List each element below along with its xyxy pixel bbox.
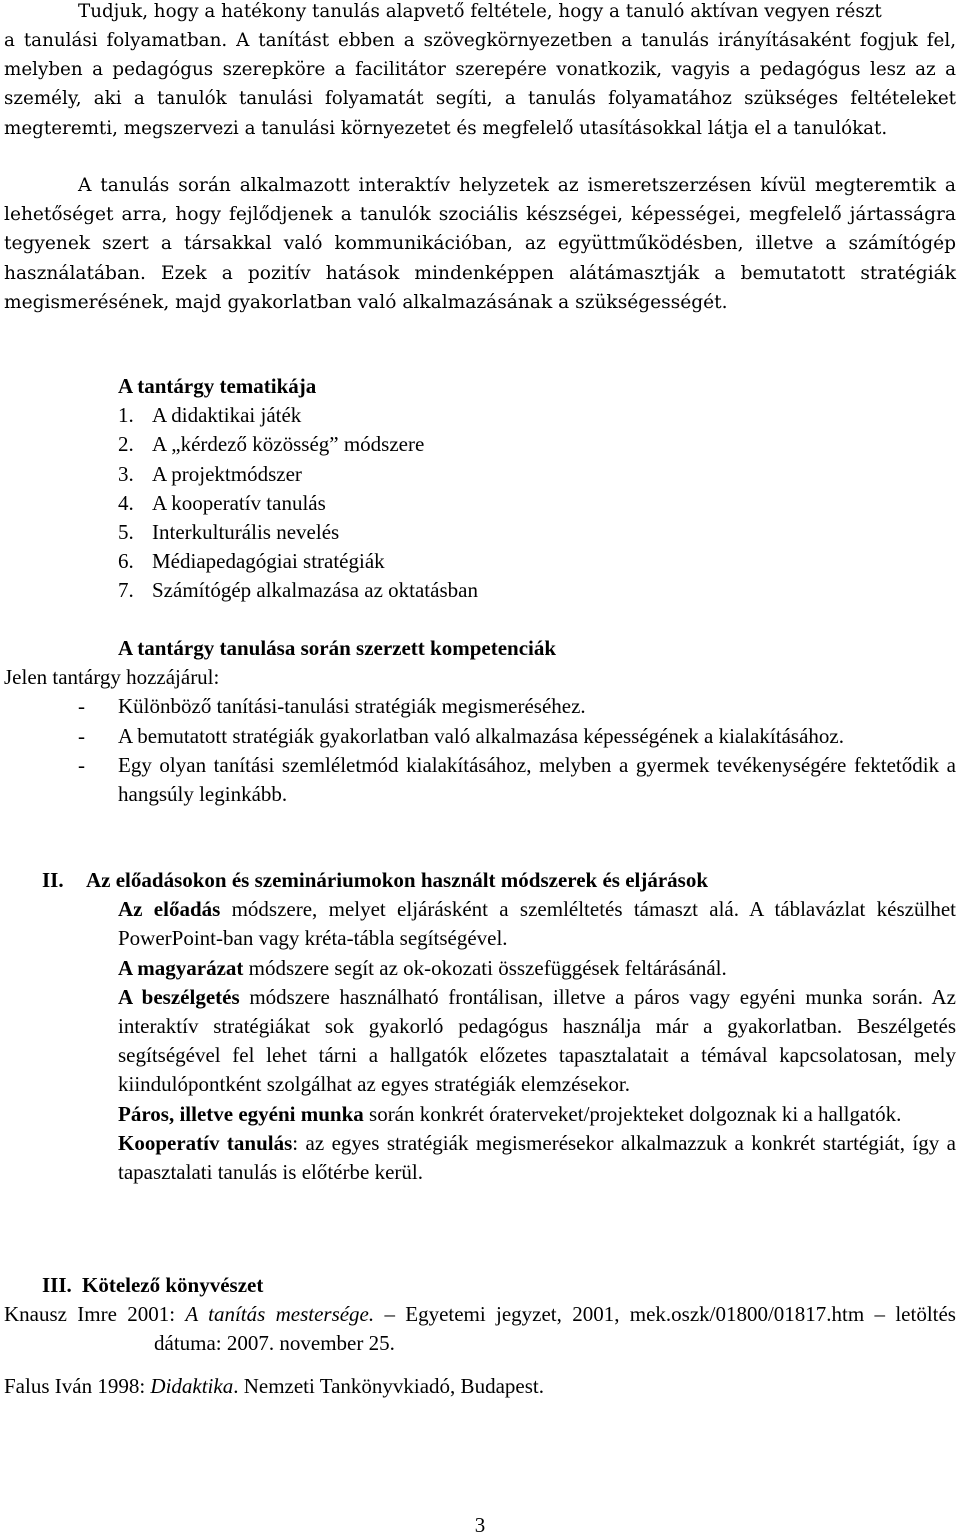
section-title: Kötelező könyvészet [82,1273,264,1297]
method-paragraph [118,954,956,983]
section-number: III. [42,1273,72,1297]
methods-list [118,895,956,1187]
reference-title: Didaktika [150,1373,234,1398]
item-label: A projektmódszer [152,461,302,486]
section-2-heading [42,866,956,895]
reference-author: Falus Iván 1998: [4,1373,151,1398]
dash-marker: - [78,752,85,777]
section-3 [4,1271,956,1401]
competences-title: A tantárgy tanulása során szerzett kompetenciák [118,636,557,660]
item-number: 5. [118,520,134,545]
thematics-block [4,372,956,606]
intro-text: a tanulási folyamatban. [4,30,228,51]
intro-text: Tudjuk, hogy a hatékony tanulás alapvető feltétele, hogy a tanuló aktívan vegyen részt [78,1,882,22]
method-description: módszere segít az ok-okozati összefüggések feltárásánál. [243,955,727,980]
competence-item [4,722,956,751]
method-description: módszere használható frontálisan, illetve a páros vagy egyéni munka során. Az interaktív stratégiákat sok gyakorló pedagógus használja már a gyakorlatban. Beszélgetés segítségével fel lehet tárni a hallgatók előzetes tapasztalatait a témával kapcsolatosan, mely kiindulópontként szolgálhat az egyes stratégiák elemzésekor. [118,984,956,1097]
reference-title: A tanítás mestersége. [185,1302,375,1327]
reference-details: – Egyetemi jegyzet, 2001, mek.oszk/01800/01817.htm – letöltés dátuma: 2007. november 25. [154,1302,956,1356]
intro-line-1 [4,0,956,26]
method-paragraph [118,1100,956,1129]
competence-text: Különböző tanítási-tanulási stratégiák megismeréséhez. [118,694,586,719]
method-name: A magyarázat [118,955,244,980]
competence-item [4,751,956,809]
method-name: A beszélgetés [118,984,240,1009]
item-number: 7. [118,578,134,603]
reference-2 [4,1372,956,1401]
item-label: A didaktikai játék [152,403,302,428]
item-number: 2. [118,432,134,457]
method-paragraph [118,1129,956,1187]
competence-item [4,692,956,721]
section-3-heading [42,1271,956,1300]
dash-marker: - [78,694,85,719]
item-number: 4. [118,490,134,515]
page-number: 3 [474,1513,486,1537]
intro-paragraph-2 [4,171,956,317]
thematics-item [118,576,956,605]
method-paragraph [118,983,956,1100]
thematics-list [118,401,956,605]
thematics-title: A tantárgy tematikája [118,374,317,398]
section-number: II. [42,868,64,892]
method-name: Páros, illetve egyéni munka [118,1101,364,1126]
thematics-item [118,518,956,547]
item-number: 6. [118,549,134,574]
intro-paragraph-1 [4,26,956,143]
thematics-item [118,430,956,459]
method-description: során konkrét óraterveket/projekteket dolgoznak ki a hallgatók. [363,1101,902,1126]
reference-details: . Nemzeti Tankönyvkiadó, Budapest. [233,1373,544,1398]
item-label: A „kérdező közösség” módszere [152,432,425,457]
section-2 [4,866,956,1187]
section-title: Az előadásokon és szemináriumokon használt módszerek és eljárások [86,868,709,892]
item-label: Számítógép alkalmazása az oktatásban [152,578,478,603]
competence-text: Egy olyan tanítási szemléletmód kialakításához, melyben a gyermek tevékenységére fektetődik a hangsúly leginkább. [118,752,956,807]
thematics-item [118,460,956,489]
reference-author: Knausz Imre 2001: [4,1302,186,1327]
thematics-item [118,547,956,576]
method-paragraph [118,895,956,953]
competences-block [4,634,956,809]
thematics-item [118,489,956,518]
item-label: Interkulturális nevelés [152,520,340,545]
competences-list [4,692,956,809]
method-description: : az egyes stratégiák megismerésekor alkalmazzuk a konkrét startégiát, így a tapasztalati tanulás is előtérbe kerül. [118,1130,956,1185]
reference-1 [4,1300,956,1358]
method-name: Az előadás [118,897,221,922]
intro-text: A tanítást ebben a szövegkörnyezetben a tanulás irányításaként fogjuk fel, melyben a pedagógus szerepköre a facilitátor szerepére vonatkozik, vagyis a pedagógus lesz az a személy, aki a tanulók tanulási folyamatát segíti, a tanulás folyamatához szükséges feltételeket megteremti, megszervezi a tanulási környezetet és megfelelő utasításokkal látja el a tanulókat. [4,30,956,139]
thematics-item [118,401,956,430]
item-label: Médiapedagógiai stratégiák [152,549,385,574]
intro-text: A tanulás során alkalmazott interaktív helyzetek az ismeretszerzésen kívül megteremtik a lehetőséget arra, hogy fejlődjenek a tanulók szociális készségei, képességei, megfelelő jártasságra tegyenek szert a társakkal való kommunikációban, az együttműködésben, illetve a számítógép használatában. Ezek a pozitív hatások mindenképpen alátámasztják a bemutatott stratégiák megismerésének, majd gyakorlatban való alkalmazásának a szükségességét. [4,175,956,313]
item-label: A kooperatív tanulás [152,490,326,515]
method-description: módszere, melyet eljárásként a szemléltetés támaszt alá. A táblavázlat készülhet PowerPoint-ban vagy kréta-tábla segítségével. [118,897,956,951]
item-number: 3. [118,461,134,486]
item-number: 1. [118,403,134,428]
method-name: Kooperatív tanulás [118,1130,293,1155]
dash-marker: - [78,723,85,748]
competence-text: A bemutatott stratégiák gyakorlatban való alkalmazása képességének a kialakításához. [118,723,844,748]
competences-lead: Jelen tantárgy hozzájárul: [4,665,220,690]
